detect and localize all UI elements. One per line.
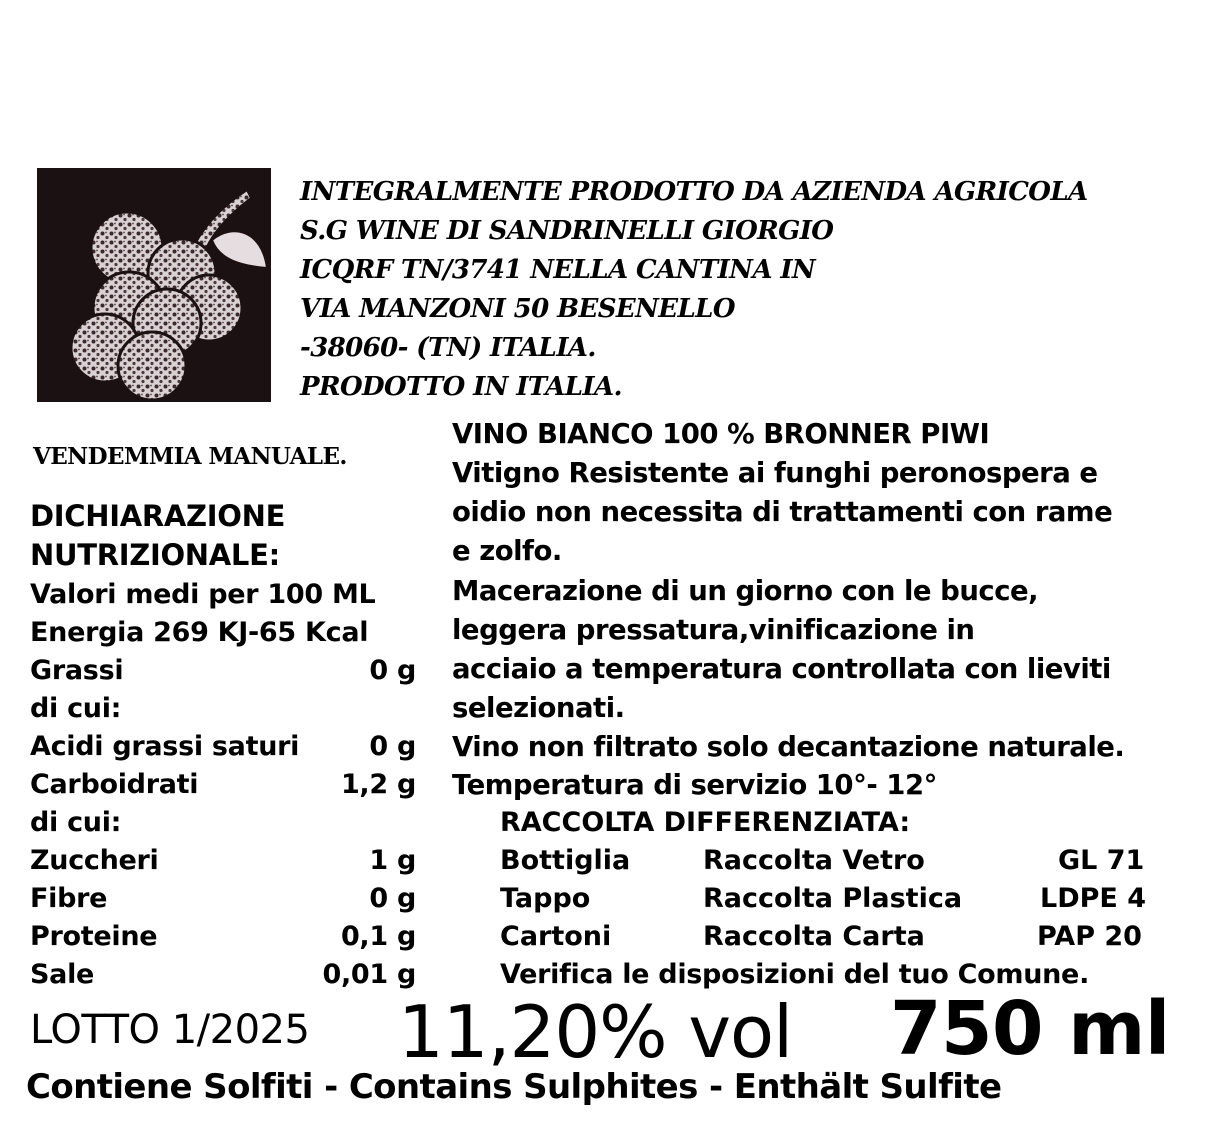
recycling-code: GL 71 [1058,845,1145,876]
serving-temperature: Temperatura di servizio 10°- 12° [452,769,937,801]
bottle-volume: 750 ml [890,986,1170,1072]
recycling-code: LDPE 4 [1040,883,1147,914]
alcohol-content: 11,20% vol [398,990,793,1074]
grape-bunch-icon [37,168,271,402]
wine-type-title: VINO BIANCO 100 % BRONNER PIWI [452,418,990,450]
recycling-title: RACCOLTA DIFFERENZIATA: [500,807,911,838]
recycling-item: Cartoni [500,921,612,952]
recycling-method: Raccolta Plastica [703,883,963,914]
producer-line: ICQRF TN/3741 NELLA CANTINA IN [300,255,816,285]
producer-line: PRODOTTO IN ITALIA. [300,372,622,402]
recycling-method: Raccolta Carta [703,921,925,952]
recycling-code: PAP 20 [1037,921,1142,952]
harvest-label: VENDEMMIA MANUALE. [33,443,347,470]
producer-line: INTEGRALMENTE PRODOTTO DA AZIENDA AGRICOLA [300,177,1088,207]
recycling-item: Tappo [500,883,591,914]
recycling-item: Bottiglia [500,845,631,876]
lot-number: LOTTO 1/2025 [30,1007,310,1053]
producer-line: S.G WINE DI SANDRINELLI GIORGIO [300,216,834,246]
allergen-warning: Contiene Solfiti - Contains Sulphites - Enthält Sulfite [26,1067,1002,1107]
description-line: leggera pressatura,vinificazione in [452,614,975,646]
winery-logo [37,168,271,402]
producer-line: VIA MANZONI 50 BESENELLO [300,294,735,324]
description-line: Macerazione di un giorno con le bucce, [452,575,1039,607]
description-line: e zolfo. [452,535,562,567]
description-line: oidio non necessita di trattamenti con rame [452,496,1113,528]
description-line: Vino non filtrato solo decantazione naturale. [452,731,1125,763]
description-line: selezionati. [452,692,625,724]
description-line: Vitigno Resistente ai funghi peronospera e [452,457,1098,489]
producer-line: -38060- (TN) ITALIA. [300,333,596,363]
recycling-note: Verifica le disposizioni del tuo Comune. [500,959,1090,990]
recycling-method: Raccolta Vetro [703,845,925,876]
description-line: acciaio a temperatura controllata con lieviti [452,653,1111,685]
